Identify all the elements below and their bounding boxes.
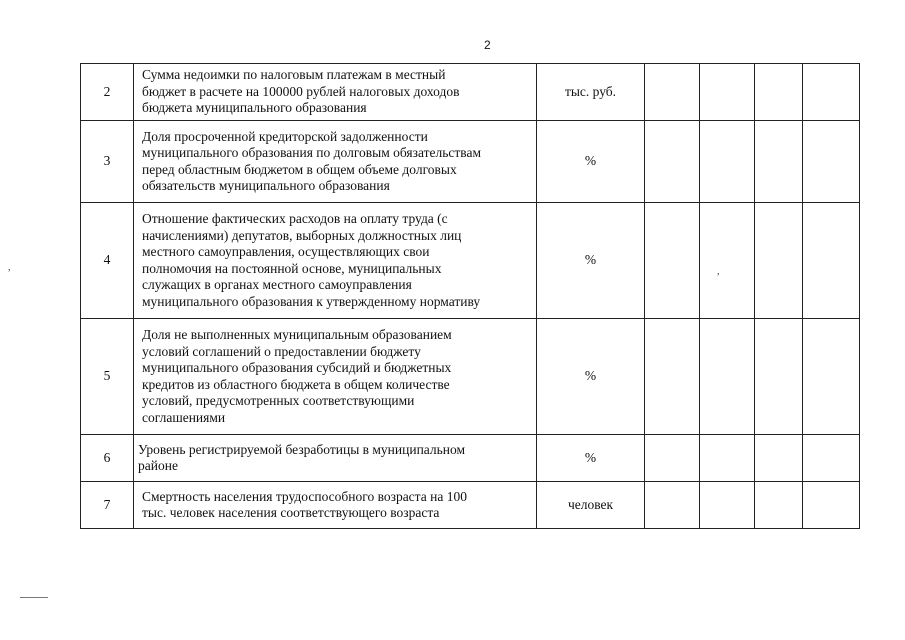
unit-cell: % (537, 435, 645, 482)
indicator-line: Доля не выполненных муниципальным образованием (142, 327, 452, 342)
value-cell (803, 435, 860, 482)
indicators-table (80, 63, 860, 529)
indicator-line: бюджета муниципального образования (142, 100, 367, 116)
table-row-4 (81, 203, 860, 319)
value-cell (700, 435, 755, 482)
indicator-line: соглашениями (142, 409, 226, 425)
indicator-line: муниципального образования к утвержденному нормативу (142, 293, 481, 309)
indicator-line: районе (138, 458, 178, 473)
indicator-line: Сумма недоимки по налоговым платежам в местный (142, 67, 446, 83)
row-number: 2 (81, 64, 134, 121)
page-number: 2 (484, 38, 491, 52)
value-cell (645, 319, 700, 435)
row-number: 5 (81, 319, 134, 435)
indicator-line: Доля просроченной кредиторской задолженности (142, 128, 428, 144)
indicator-name (134, 482, 537, 529)
value-cell (755, 64, 803, 121)
value-cell (755, 435, 803, 482)
value-cell (803, 319, 860, 435)
indicator-line: местного самоуправления, осуществляющих свои (142, 244, 430, 259)
unit-cell: тыс. руб. (537, 64, 645, 121)
indicator-line: муниципального образования субсидий и бюджетных (142, 360, 452, 375)
indicator-line: Уровень регистрируемой безработицы в муниципальном (138, 441, 466, 457)
indicator-line: полномочия на постоянной основе, муниципальных (142, 260, 442, 276)
value-cell (700, 203, 755, 319)
scan-artifact-mark: , (717, 266, 720, 277)
unit-cell: человек (537, 482, 645, 529)
indicator-name (134, 203, 537, 319)
indicator-line: начислениями) депутатов, выборных должностных лиц (142, 227, 462, 243)
unit-cell: % (537, 121, 645, 203)
indicator-name (134, 319, 537, 435)
value-cell (700, 482, 755, 529)
indicator-line: обязательств муниципального образования (142, 178, 390, 193)
value-cell (700, 319, 755, 435)
table-row-6 (81, 435, 860, 482)
row-number: 6 (81, 435, 134, 482)
indicator-line: Смертность населения трудоспособного возраста на 100 (142, 488, 467, 504)
indicator-line: тыс. человек населения соответствующего возраста (142, 505, 440, 520)
indicator-line: перед областным бюджетом в общем объеме долговых (142, 161, 457, 177)
value-cell (645, 203, 700, 319)
unit-cell: % (537, 319, 645, 435)
value-cell (803, 203, 860, 319)
value-cell (645, 482, 700, 529)
value-cell (645, 64, 700, 121)
scan-artifact-mark: , (8, 262, 11, 273)
value-cell (755, 482, 803, 529)
table-row-3 (81, 121, 860, 203)
value-cell (700, 64, 755, 121)
indicator-line: кредитов из областного бюджета в общем количестве (142, 376, 450, 392)
value-cell (755, 121, 803, 203)
row-number: 7 (81, 482, 134, 529)
indicator-name (134, 121, 537, 203)
indicator-name (134, 64, 537, 121)
value-cell (645, 435, 700, 482)
value-cell (755, 203, 803, 319)
indicator-line: бюджет в расчете на 100000 рублей налоговых доходов (142, 83, 460, 99)
table-row-2 (81, 64, 860, 121)
value-cell (645, 121, 700, 203)
indicator-line: служащих в органах местного самоуправления (142, 277, 412, 292)
row-number: 4 (81, 203, 134, 319)
footer-line (20, 597, 48, 598)
value-cell (755, 319, 803, 435)
table-row-5 (81, 319, 860, 435)
value-cell (803, 121, 860, 203)
value-cell (803, 482, 860, 529)
indicator-line: условий, предусмотренных соответствующими (142, 393, 415, 408)
value-cell (700, 121, 755, 203)
row-number: 3 (81, 121, 134, 203)
indicator-line: муниципального образования по долговым обязательствам (142, 145, 482, 160)
indicator-line: условий соглашений о предоставлении бюджету (142, 343, 421, 359)
value-cell (803, 64, 860, 121)
indicator-line: Отношение фактических расходов на оплату труда (с (142, 211, 448, 226)
unit-cell: % (537, 203, 645, 319)
table-row-7 (81, 482, 860, 529)
indicator-name (134, 435, 537, 482)
